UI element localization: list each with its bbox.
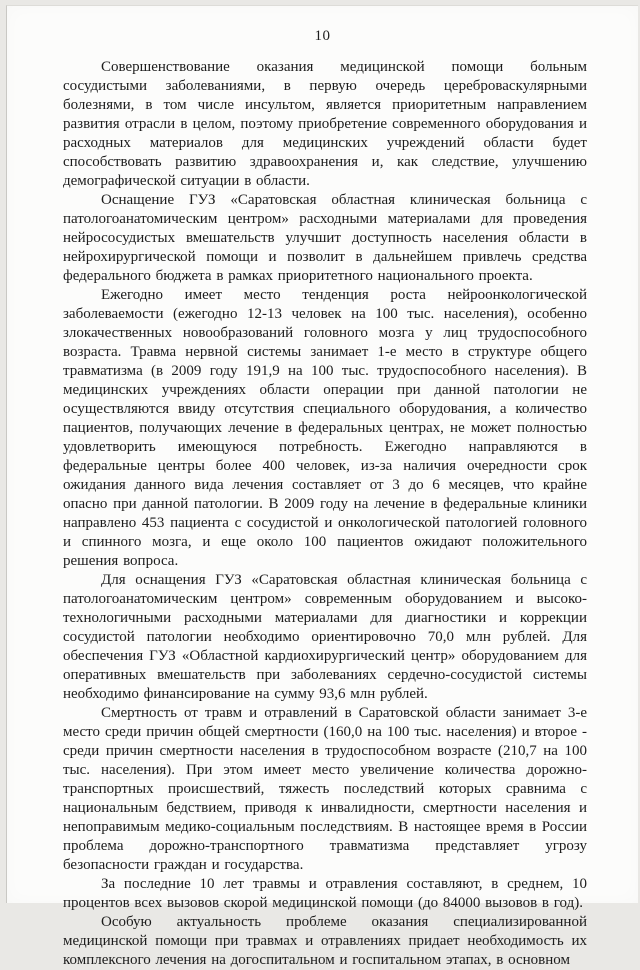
paragraph-neurooncology-statistics: Ежегодно имеет место тенденция роста нейроонкологической заболеваемости (ежегодно 12-13 человек на 100 тыс. населения), особенно злокачественных новообразований головного мозга у лиц трудоспособного возраста. Травма нервной системы занимает 1-е место в структуре общего травматизма (в 2009 году 191,9 на 100 тыс. трудоспособного населения). В медицинских учреждениях области операции при данной патологии не осуществляются ввиду отсутствия специального оборудования, а количество пациентов, получающих лечение в федеральных центрах, не может полностью удовлетворить имеющуюся потребность. Ежегодно направляются в федеральные центры более 400 человек, из-за наличия очередности срок ожидания данного вида лечения составляет от 3 до 6 месяцев, что крайне опасно при данной патологии. В 2009 году на лечение в федеральные клиники направлено 453 пациента с сосудистой и онкологической патологией головного и спинного мозга, и еще около 100 пациентов ожидают положительного решения вопроса. [63, 287, 587, 569]
paragraph-vascular-care: Совершенствование оказания медицинской помощи больным сосудистыми заболеваниями, в первую очередь цереброваскулярными болезнями, в том числе инсультом, является приоритетным направлением развития отрасли в целом, поэтому приобретение современного оборудования и расходных материалов для медицинских учреждений области будет способствовать развитию здравоохранения и, как следствие, улучшению демографической ситуации в области. [63, 59, 587, 189]
scanned-document-page [6, 5, 638, 968]
paragraph-specialized-care: Особую актуальность проблеме оказания специализированной медицинской помощи при травмах и отравлениях придает необходимость их комплексного лечения на догоспитальном и госпитальном этапах, в основном [63, 914, 587, 968]
paragraph-hospital-equipment: Оснащение ГУЗ «Саратовская областная клиническая больница с патологоанатомическим центром» расходными материалами для проведения нейрососудистых вмешательств улучшит доступность населения области в нейрохирургической помощи и позволит в дальнейшем привлечь средства федерального бюджета в рамках приоритетного национального проекта. [63, 192, 587, 284]
paragraph-injury-mortality: Смертность от травм и отравлений в Саратовской области занимает 3-е место среди причин общей смертности (160,0 на 100 тыс. населения) и второе - среди причин смертности населения в трудоспособном возрасте (210,7 на 100 тыс. населения). При этом имеет место увеличение количества дорожно-транспортных происшествий, тяжесть последствий которых сравнима с национальным бедствием, приводя к инвалидности, смертности населения и непоправимым медико-социальным последствиям. В настоящее время в России проблема дорожно-транспортного травматизма представляет угрозу безопасности граждан и государства. [63, 705, 587, 873]
paragraph-ambulance-calls: За последние 10 лет травмы и отравления составляют, в среднем, 10 процентов всех вызовов скорой медицинской помощи (до 84000 вызовов в год). [63, 876, 587, 911]
page-number: 10 [314, 28, 331, 44]
paragraph-funding-requirements: Для оснащения ГУЗ «Саратовская областная клиническая больница с патологоанатомическим центром» современным оборудованием и высоко-технологичными расходными материалами для диагностики и коррекции сосудистой патологии необходимо ориентировочно 70,0 млн рублей. Для обеспечения ГУЗ «Областной кардиохирургический центр» оборудованием для оперативных вмешательств при заболеваниях сердечно-сосудистой системы необходимо финансирование на сумму 93,6 млн рублей. [63, 572, 587, 702]
document-body-text [63, 58, 587, 970]
